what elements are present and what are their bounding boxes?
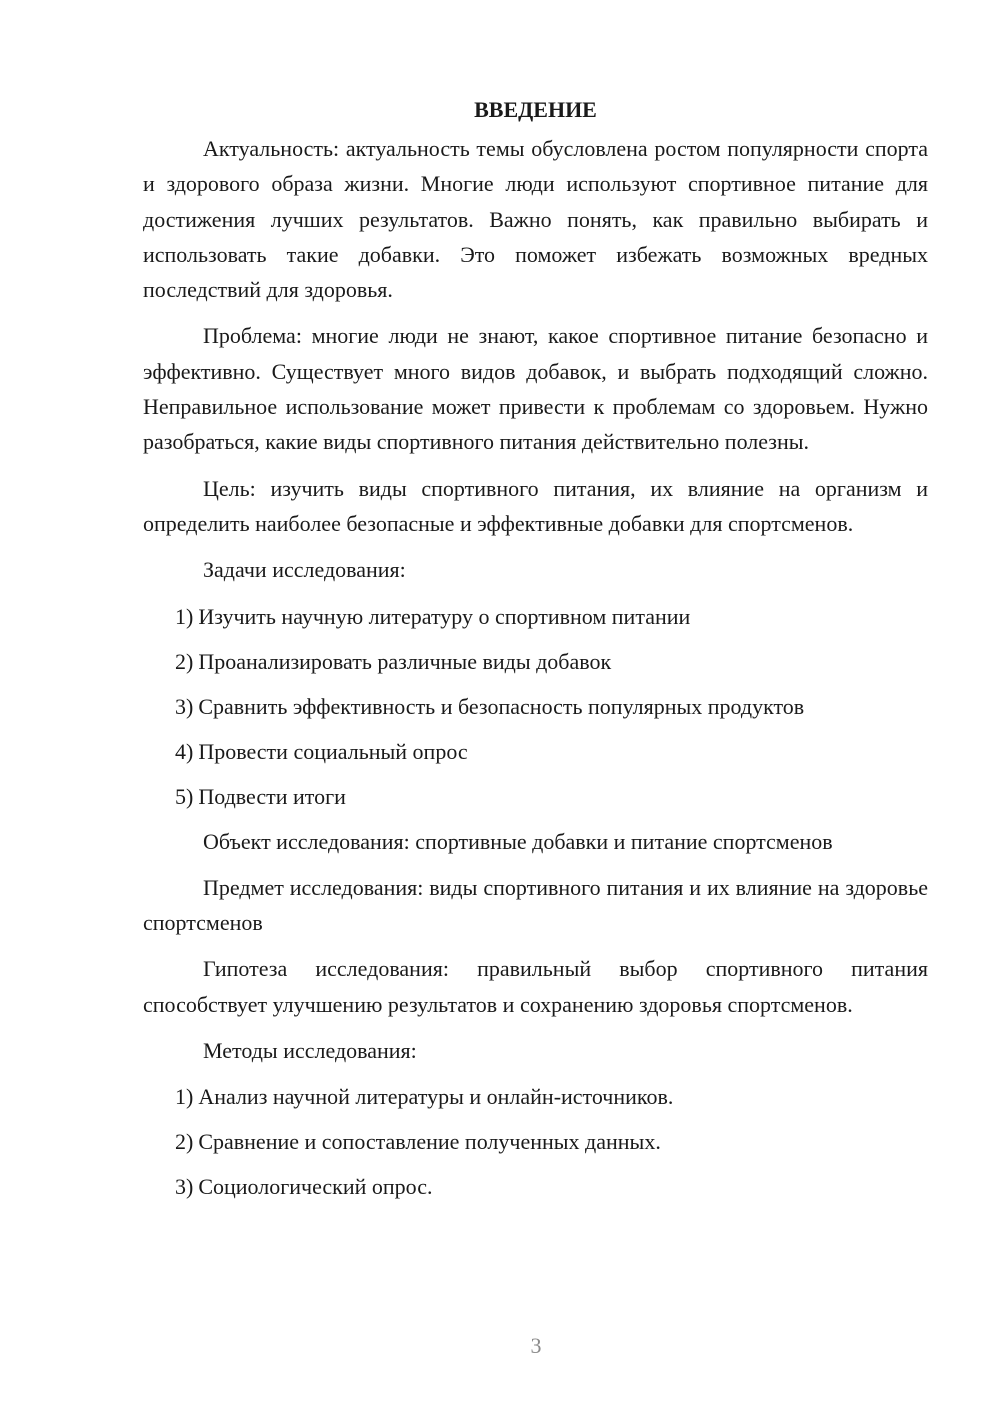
page-number: 3: [530, 1333, 542, 1358]
problem-paragraph: Проблема: многие люди не знают, какое спортивное питание безопасно и эффективно. Существует много видов добавок, и выбрать подходящий сложно. Неправильное использование может привести к проблемам со здоровьем. Нужно разобраться, какие виды спортивного питания действительно полезны.: [143, 323, 928, 455]
method-item: 3) Социологический опрос.: [175, 1174, 433, 1200]
task-item: 2) Проанализировать различные виды добавок: [175, 648, 612, 674]
task-item: 1) Изучить научную литературу о спортивном питании: [175, 603, 691, 629]
method-item: 2) Сравнение и сопоставление полученных данных.: [175, 1129, 661, 1155]
object-paragraph: Объект исследования: спортивные добавки и питание спортсменов: [203, 828, 833, 854]
tasks-heading: Задачи исследования:: [203, 557, 406, 583]
hypothesis-paragraph: Гипотеза исследования: правильный выбор спортивного питания способствует улучшению результатов и сохранению здоровья спортсменов.: [143, 956, 928, 1017]
section-title: ВВЕДЕНИЕ: [474, 97, 597, 122]
task-item: 3) Сравнить эффективность и безопасность популярных продуктов: [175, 693, 805, 719]
task-item: 5) Подвести итоги: [175, 783, 346, 809]
methods-heading: Методы исследования:: [203, 1038, 417, 1064]
relevance-paragraph: Актуальность: актуальность темы обусловлена ростом популярности спорта и здорового образа жизни. Многие люди используют спортивное питание для достижения лучших результатов. Важно понять, как правильно выбирать и использовать такие добавки. Это поможет избежать возможных вредных последствий для здоровья.: [143, 136, 928, 303]
goal-paragraph: Цель: изучить виды спортивного питания, их влияние на организм и определить наиболее безопасные и эффективные добавки для спортсменов.: [143, 475, 928, 536]
method-item: 1) Анализ научной литературы и онлайн-источников.: [175, 1084, 674, 1110]
document-page: [143, 92, 928, 1214]
subject-paragraph: Предмет исследования: виды спортивного питания и их влияние на здоровье спортсменов: [143, 874, 928, 936]
task-item: 4) Провести социальный опрос: [175, 738, 468, 764]
